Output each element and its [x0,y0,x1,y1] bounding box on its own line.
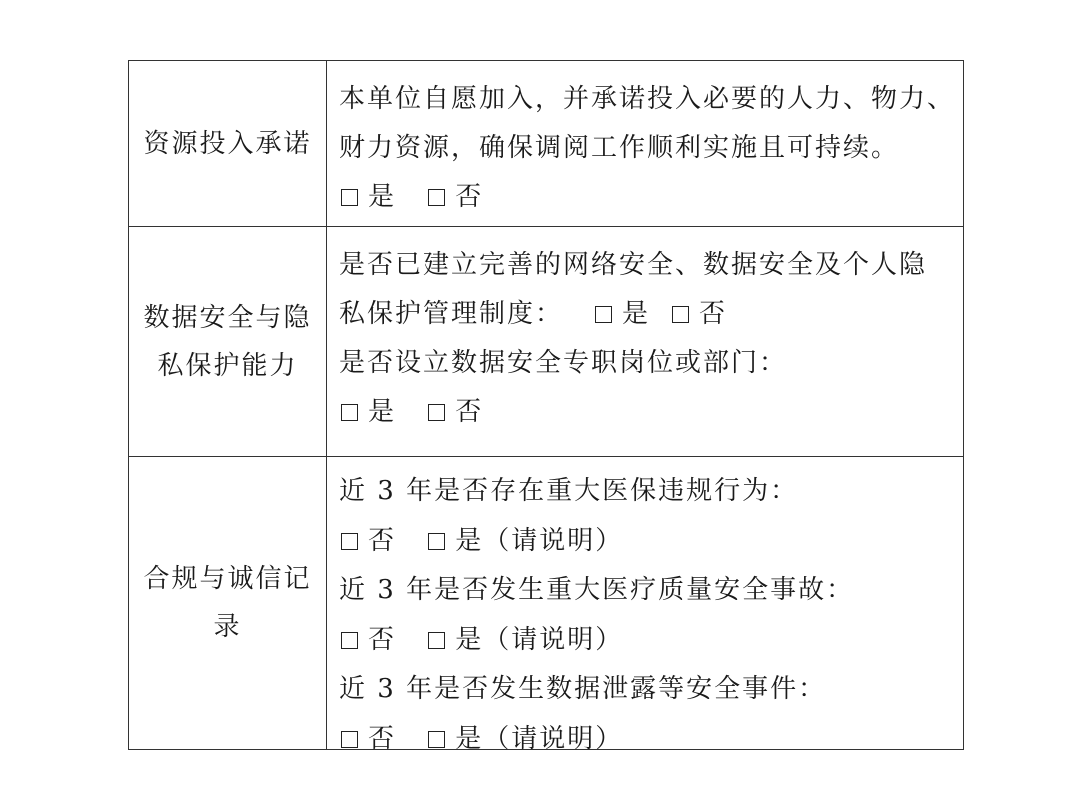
compliance-question-2: 近 3 年是否发生重大医疗质量安全事故： [339,575,855,605]
option-label-no: 否 [455,397,484,427]
table-row-resource-commitment [129,61,963,227]
checkbox-no[interactable] [428,404,445,421]
application-form-table [128,60,964,754]
security-question-1-text: 私保护管理制度： [339,299,564,329]
option-label-yes-explain: 是（请说明） [455,525,624,556]
checkbox-no[interactable] [672,306,689,323]
option-label-yes: 是 [368,182,397,212]
row-content-resource-commitment [327,61,967,226]
row-label-resource-commitment [129,61,327,226]
checkbox-no[interactable] [341,533,358,550]
row-label-text: 资源投入承诺 [143,128,312,159]
checkbox-yes-explain[interactable] [428,632,445,649]
security-question-1-line-2 [339,290,951,339]
option-label-no: 否 [368,723,397,754]
option-label-yes: 是 [622,299,651,329]
compliance-question-3: 近 3 年是否发生数据泄露等安全事件： [339,674,827,704]
row-label-line-2: 录 [213,612,242,642]
row-label-line-2: 私保护能力 [157,350,298,381]
checkbox-yes[interactable] [595,306,612,323]
row-content-data-security [327,227,963,456]
commitment-text-line-1: 本单位自愿加入，并承诺投入必要的人力、物力、 [339,84,956,114]
option-label-no: 否 [699,299,728,329]
row-content-compliance [327,457,963,754]
checkbox-no[interactable] [341,632,358,649]
checkbox-yes-explain[interactable] [428,533,445,550]
table-row-compliance [129,457,963,754]
compliance-question-1-options [339,517,951,567]
security-question-2: 是否设立数据安全专职岗位或部门： [339,348,788,378]
compliance-question-1: 近 3 年是否存在重大医保违规行为： [339,476,799,506]
row-label-compliance [129,457,327,749]
compliance-question-2-options [339,616,951,666]
checkbox-yes[interactable] [341,189,358,206]
option-label-yes-explain: 是（请说明） [455,723,624,754]
security-question-1-line-1: 是否已建立完善的网络安全、数据安全及个人隐 [339,250,928,280]
option-label-no: 否 [368,525,397,556]
option-label-no: 否 [455,182,484,212]
commitment-text-line-2: 财力资源，确保调阅工作顺利实施且可持续。 [339,133,900,163]
checkbox-no[interactable] [341,731,358,748]
row-label-data-security [129,227,327,456]
checkbox-no[interactable] [428,189,445,206]
option-label-no: 否 [368,624,397,655]
option-label-yes-explain: 是（请说明） [455,624,624,655]
commitment-options [339,173,955,222]
row-label-line-1: 数据安全与隐 [143,302,312,333]
table-row-data-security [129,227,963,457]
security-question-2-options [339,388,951,437]
option-label-yes: 是 [368,397,397,427]
checkbox-yes-explain[interactable] [428,731,445,748]
checkbox-yes[interactable] [341,404,358,421]
compliance-question-3-options [339,715,951,765]
row-label-line-1: 合规与诚信记 [143,564,312,594]
